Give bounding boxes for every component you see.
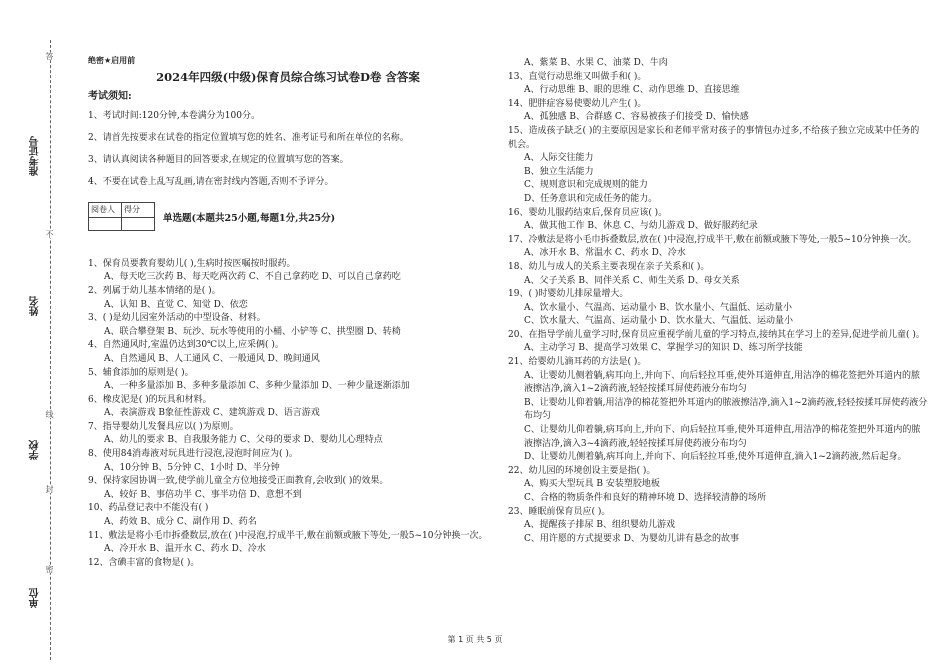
question-option: A、人际交往能力 [524,153,594,164]
binding-mark-feng: 封 [45,485,54,493]
region-label: 单位 [30,588,41,608]
question-stem: 5、辅食添加的原则是( )。 [88,367,194,378]
score-box [88,202,155,231]
section-title: 单选题(本题共25小题,每题1分,共25分) [163,213,336,225]
question-option: A、提醒孩子排尿 B、组织婴幼儿游戏 [524,520,675,531]
question-option: A、行动思维 B、眼的思维 C、动作思维 D、直接思维 [524,85,740,96]
notice-item: 1、考试时间:120分钟,本卷满分为100分。 [88,110,260,121]
right-column [508,57,928,546]
question-option: C、饮水量大、气温高、运动量小 D、饮水量大、气温低、运动量小 [524,316,793,327]
reviewer-blank[interactable] [89,217,122,230]
question-stem: 23、睡眠前保育员应( )。 [508,506,611,517]
question-stem: 3、( )是幼儿园室外活动的中型设备、材料。 [88,313,266,324]
question-option: B、独立生活能力 [524,166,594,177]
question-option: A、冰开水 B、常温水 C、药水 D、冷水 [524,248,686,259]
name-label: 姓名 [30,296,41,316]
question-options: A、一种多量添加 B、多种多量添加 C、多种少量添加 D、一种少量逐渐添加 [104,381,410,392]
question-option: A、购买大型玩具 B 安装塑胶地板 [524,479,660,490]
question-options: A、每天吃三次药 B、每天吃两次药 C、不自己拿药吃 D、可以自己拿药吃 [104,272,401,283]
question-stem: 9、保持家园协调一致,使学前儿童全方位地接受正面教育,会收到( )的效果。 [88,476,389,487]
question-option: D、任务意识和完成任务的能力。 [524,193,658,204]
question-option: B、让婴幼儿仰着躺,用洁净的棉花签把外耳道内的脓液擦洁净,滴入1~2滴药液,轻轻按揉耳屏使药液分布均匀 [524,397,928,422]
question-option: C、用许愿的方式提要求 D、为婴幼儿讲有悬念的故事 [524,533,739,544]
question-options: A、联合攀登架 B、玩沙、玩水等使用的小桶、小铲等 C、拱型圈 D、转椅 [104,326,401,337]
question-stem: 17、冷敷法是将小毛巾拆叠数层,放在( )中浸泡,拧成半干,敷在前额或腋下等处,一般5~10分钟换一次。 [508,234,917,245]
notice-item: 2、请首先按要求在试卷的指定位置填写您的姓名、准考证号和所在单位的名称。 [88,132,409,143]
binding-mark-mi: 密 [45,565,54,573]
notice-item: 4、不要在试卷上乱写乱画,请在密封线内答题,否则不予评分。 [88,177,334,188]
question-options: A、药效 B、成分 C、副作用 D、药名 [104,517,257,528]
question-stem: 7、指导婴幼儿发餐具应以( )为原则。 [88,421,239,432]
secret-mark: 绝密★启用前 [88,56,136,65]
question-options: A、表演游戏 B象征性游戏 C、建筑游戏 D、语言游戏 [104,408,320,419]
binding-strip [28,40,68,660]
exam-no-label: 准考证号 [30,136,41,176]
question-stem: 15、造成孩子缺乏( )的主要原因是家长和老师平常对孩子的事情包办过多,不给孩子独立完成某中任务的机会。 [508,125,920,150]
question-stem: 18、幼儿与成人的关系主要表现在亲子关系和( )。 [508,261,710,272]
question-options: A、幼儿的要求 B、自我服务能力 C、父母的要求 D、婴幼儿心理特点 [104,435,383,446]
question-stem: 21、给婴幼儿滴耳药的方法是( )。 [508,357,647,368]
page-footer: 第 1 页 共 5 页 [447,635,503,644]
question-option: A、让婴幼儿侧着躺,病耳向上,并向下、向后轻拉耳垂,使外耳道伸直,用洁净的棉花签把外耳道内的脓液擦洁净,滴入1~2滴药液,轻轻按揉耳屏使药液分布均匀 [524,370,920,395]
left-column [88,54,488,570]
notice-item: 3、请认真阅读各种题目的回答要求,在规定的位置填写您的答案。 [88,154,349,165]
left-questions [88,258,488,571]
school-label: 学校 [30,440,41,460]
score-row [88,198,488,231]
right-questions [508,57,928,546]
question-stem: 2、列属于幼儿基本情绪的是( )。 [88,285,221,296]
question-stem: 20、在指导学前儿童学习时,保育员应重视学前儿童的学习特点,接纳其在学习上的差异,促进学前儿童( )。 [508,329,925,340]
question-options: A、较好 B、事倍功半 C、事半功倍 D、意想不到 [104,489,302,500]
question-option: D、让婴幼儿侧着躺,病耳向上,并向下、向后轻拉耳垂,使外耳道伸直,滴入1~2滴药液,然后起身。 [524,452,907,463]
score-cell: 得分 [122,203,155,218]
question-options: A、冷开水 B、温开水 C、药水 D、冷水 [104,544,266,555]
question-stem: 11、敷法是将小毛巾拆叠数层,放在( )中浸泡,拧成半干,敷在前额或腋下等处,一般5~10分钟换一次。 [88,530,488,541]
question-option: A、紫菜 B、水果 C、油菜 D、牛肉 [524,58,668,68]
question-option: C、让婴幼儿仰着躺,病耳向上,并向下、向后轻拉耳垂,使外耳道伸直,用洁净的棉花签把外耳道内的脓液擦洁净,滴入3~4滴药液,轻轻按揉耳屏使药液分布均匀 [524,425,921,449]
question-option: C、合格的物质条件和良好的精神环境 D、选择较清静的场所 [524,493,766,503]
question-stem: 19、( )时婴幼儿排尿量增大。 [508,289,629,300]
question-option: C、规则意识和完成规则的能力 [524,180,648,191]
question-option: A、孤独感 B、合群感 C、容易被孩子们接受 D、愉快感 [524,112,749,123]
binding-mark-bu: 不 [45,230,54,238]
question-stem: 16、婴幼儿服药结束后,保育员应该( )。 [508,207,668,218]
question-option: A、饮水量小、气温高、运动量小 B、饮水量小、气温低、运动量小 [524,302,792,313]
notice-heading: 考试须知: [88,91,132,103]
question-options: A、自然通风 B、人工通风 C、一般通风 D、晚间通风 [104,353,320,364]
reviewer-cell: 阅卷人 [89,203,122,218]
question-stem: 13、直觉行动思维又叫做手和( )。 [508,71,647,82]
exam-title: 2024年四级(中级)保育员综合练习试卷D卷 含答案 [156,69,420,84]
question-option: A、主动学习 B、提高学习效果 C、掌握学习的知识 D、练习所学技能 [524,343,803,354]
question-stem: 14、肥胖症容易使婴幼儿产生( )。 [508,98,647,109]
question-stem: 6、橡皮泥是( )的玩具和材料。 [88,394,212,405]
binding-mark-da: 答 [45,52,54,60]
question-stem: 12、含碘丰富的食物是( )。 [88,557,200,568]
question-option: A、父子关系 B、同伴关系 C、师生关系 D、母女关系 [524,275,740,286]
question-stem: 8、使用84消毒液对玩具进行浸泡,浸泡时间应为( )。 [88,449,298,460]
question-stem: 4、自然通风时,室温仍达到30℃以上,应采俩( )。 [88,340,284,351]
question-stem: 22、幼儿园的环境创设主要是指( )。 [508,465,656,476]
score-blank[interactable] [122,217,155,230]
binding-mark-xian: 线 [45,410,54,418]
question-options: A、10分钟 B、5分钟 C、1小时 D、半分钟 [104,462,280,473]
question-stem: 10、药品登记表中不能没有( ) [88,503,209,514]
question-option: A、做其他工作 B、休息 C、与幼儿游戏 D、做好服药纪录 [524,221,758,232]
question-stem: 1、保育员要教育婴幼儿( ),生病时按医嘱按时服药。 [88,258,296,269]
question-options: A、认知 B、直觉 C、知觉 D、依恋 [104,299,248,310]
